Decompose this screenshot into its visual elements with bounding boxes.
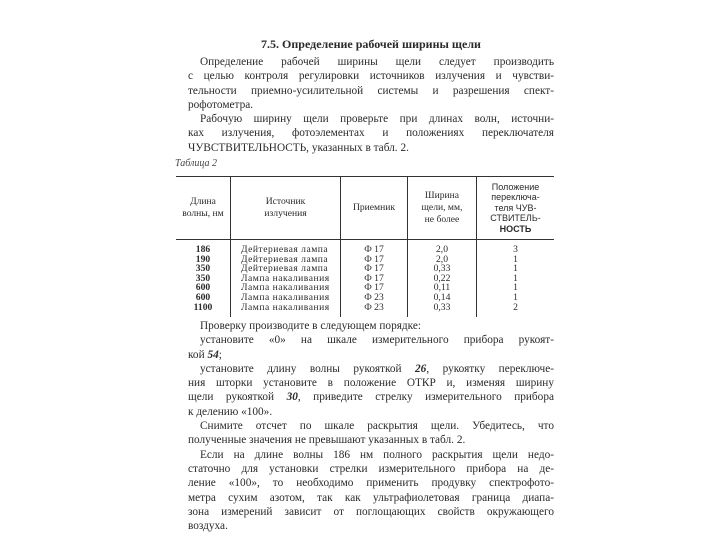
text-line: Рабочую ширину щели проверьте при длинах волн, источни- xyxy=(200,113,554,126)
text-line: ление «100», то необходимо применить продувку спектрофото- xyxy=(188,477,554,490)
cell-receiver: Ф 23 xyxy=(341,303,408,318)
cell-wavelength: 350 xyxy=(195,263,211,275)
header-sensitivity: Положение переключа- теля ЧУВ- СТВИТЕЛЬ- НОСТЬ xyxy=(477,177,555,240)
cell-wavelength: 350 xyxy=(195,272,211,284)
text-line: метра сухим азотом, так как ультрафиолетовая граница диапа- xyxy=(188,491,554,504)
cell-wavelength: 1100 xyxy=(193,301,213,313)
cell-wavelength: 600 xyxy=(195,282,211,294)
table-row xyxy=(176,240,554,255)
text-line: Определение рабочей ширины щели следует производить xyxy=(200,56,554,68)
cell-slit-width: 0,14 xyxy=(408,293,477,303)
text-line: Если на длине волны 186 нм полного раскрытия щели недо- xyxy=(200,448,554,461)
cell-receiver: Ф 17 xyxy=(341,283,408,293)
cell-source: Лампа накаливания xyxy=(231,293,341,303)
cell-sensitivity: 1 xyxy=(477,293,555,303)
text-line: Проверку производите в следующем порядке: xyxy=(200,320,422,332)
cell-slit-width: 0,33 xyxy=(408,303,477,318)
text-line: установите длину волны рукояткой 26, рукоятку переключе- xyxy=(200,362,554,375)
table-row xyxy=(176,303,554,318)
text-line: кой 54; xyxy=(188,348,222,361)
text-line: тельности приемно-усилительной системы и разрешения спект- xyxy=(188,84,554,97)
cell-wavelength: 186 xyxy=(195,244,211,255)
text-line: ках излучения, фотоэлементах и положениях переключателя xyxy=(188,127,554,140)
cell-source: Лампа накаливания xyxy=(231,303,341,318)
paragraph-intro xyxy=(188,55,554,155)
cell-receiver: Ф 17 xyxy=(341,264,408,274)
cell-sensitivity: 1 xyxy=(477,274,555,284)
text-line: установите «0» на шкале измерительного прибора рукоят- xyxy=(200,334,554,347)
cell-receiver: Ф 17 xyxy=(341,274,408,284)
cell-slit-width: 2,0 xyxy=(408,255,477,265)
text-line: Снимите отсчет по шкале раскрытия щели. Убедитесь, что xyxy=(200,420,554,433)
section-title: 7.5. Определение рабочей ширины щели xyxy=(261,37,481,51)
cell-source: Дейтериевая лампа xyxy=(231,264,341,274)
cell-sensitivity: 2 xyxy=(477,303,555,318)
paragraph-procedure xyxy=(188,319,554,533)
text-line: к делению «100». xyxy=(188,405,273,418)
cell-slit-width: 0,22 xyxy=(408,274,477,284)
text-line: статочно для установки стрелки измерительного прибора на де- xyxy=(188,462,554,475)
text-line: ния шторки установите в положение ОТКР и, изменяя ширину xyxy=(188,377,554,390)
cell-source: Дейтериевая лампа xyxy=(231,255,341,265)
slit-width-table xyxy=(176,176,554,317)
text-line: рофотометра. xyxy=(188,98,254,111)
text-line: ЧУВСТВИТЕЛЬНОСТЬ, указанных в табл. 2. xyxy=(188,141,409,154)
cell-slit-width: 0,33 xyxy=(408,264,477,274)
cell-sensitivity: 1 xyxy=(477,283,555,293)
table-header-row xyxy=(176,177,554,240)
cell-receiver: Ф 17 xyxy=(341,255,408,265)
header-slit-width: Ширина щели, мм, не более xyxy=(408,177,477,240)
header-receiver: Приемник xyxy=(341,177,408,240)
cell-source: Лампа накаливания xyxy=(231,283,341,293)
text-line: воздуха. xyxy=(188,520,228,533)
cell-sensitivity: 1 xyxy=(477,255,555,265)
cell-wavelength: 190 xyxy=(195,253,211,265)
cell-source: Лампа накаливания xyxy=(231,274,341,284)
cell-receiver: Ф 23 xyxy=(341,293,408,303)
cell-receiver: Ф 17 xyxy=(341,240,408,255)
table-caption: Таблица 2 xyxy=(175,158,217,169)
header-wavelength: Длина волны, нм xyxy=(176,177,231,240)
text-line: с целью контроля регулировки источников излучения и чувстви- xyxy=(188,70,554,83)
cell-sensitivity: 1 xyxy=(477,264,555,274)
cell-slit-width: 0,11 xyxy=(408,283,477,293)
text-line: щели рукояткой 30, приведите стрелку измерительного прибора xyxy=(188,391,554,404)
text-line: зона измерений зависит от поглощающих свойств окружающего xyxy=(188,505,554,518)
text-line: полученные значения не превышают указанных в табл. 2. xyxy=(188,434,466,447)
header-source: Источник излучения xyxy=(231,177,341,240)
cell-source: Дейтериевая лампа xyxy=(231,240,341,255)
cell-wavelength: 600 xyxy=(195,291,211,303)
cell-sensitivity: 3 xyxy=(477,240,555,255)
cell-slit-width: 2,0 xyxy=(408,240,477,255)
